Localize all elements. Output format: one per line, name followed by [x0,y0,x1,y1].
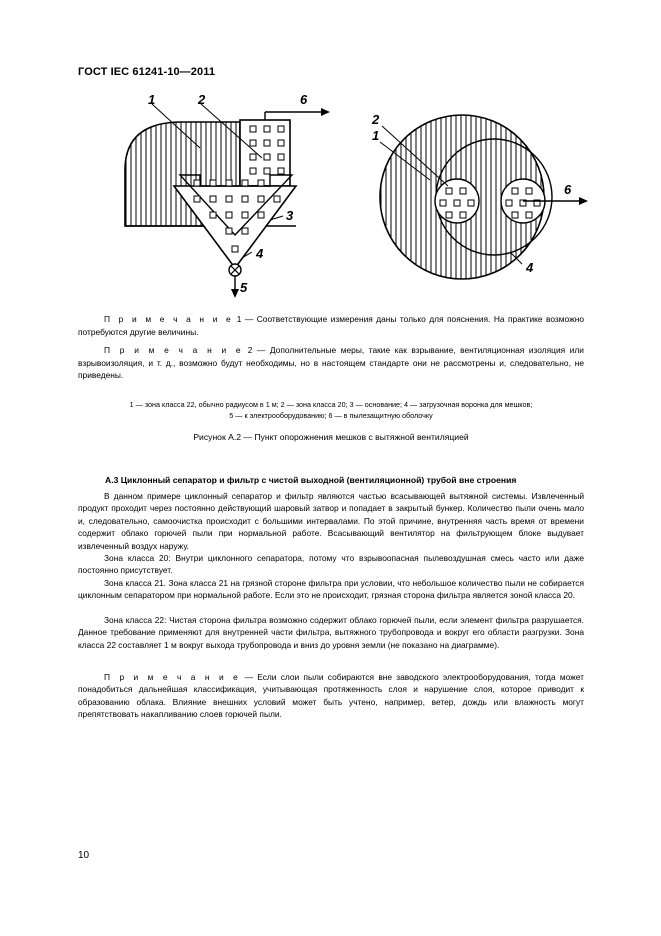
figure-legend-line-2: 5 — к электрооборудованию; 6 — в пылезащитную оболочку [229,411,433,420]
section-note-text: — Если слои пыли собираются вне заводского электрооборудования, тогда может понадобиться дальнейшая классификация, учитывающая протяженность слоя и нарушение слоя, которое приводит к образованию облака. Влияние внешних условий может быть учтено, например, ветер, дождь или влажность могут препятствовать накапливанию слоев горючей пыли. [78,672,584,720]
note-2-number: 2 [243,345,253,355]
plan-view-diagram [371,112,588,279]
note-1 [78,313,584,338]
figure-a2 [0,85,661,305]
paragraph-zone-20-text: Зона класса 20: Внутри циклонного сепаратора, потому что взрывоопасная пылевоздушная смесь часто или даже постоянно присутствует. [78,553,584,576]
note-2-text: — Дополнительные меры, такие как взрывание, вентиляционная изоляция или взрывоизоляция, и т. д., возможно будут необходимы, но в настоящем стандарте они не рассмотрены и, следовательно, не приведены. [78,345,584,381]
fig-left-label-1: 1 [148,92,156,107]
fig-left-label-4: 4 [256,246,264,261]
paragraph-zone-22 [78,614,584,651]
bag-emptying-diagram [125,92,330,298]
fig-right-label-6: 6 [564,182,572,197]
paragraph-zone-20 [78,552,584,577]
note-1-number: 1 [233,314,242,324]
fig-left-label-3: 3 [286,208,294,223]
section-title: А.3 Циклонный сепаратор и фильтр с чистой выходной (вентиляционной) трубой вне строения [105,475,517,485]
section-note-label: П р и м е ч а н и е [104,672,241,682]
note-1-text: — Соответствующие измерения даны только для пояснения. На практике возможно потребуются другие величины. [78,314,584,337]
fig-left-label-6: 6 [300,92,308,107]
document-header: ГОСТ IEC 61241-10—2011 [78,66,216,78]
figure-legend-line-1: 1 — зона класса 22, обычно радиусом в 1 м; 2 — зона класса 20; 3 — основание; 4 — загрузочная воронка для мешков; [129,400,533,409]
note-2 [78,344,584,382]
fig-right-label-4: 4 [526,260,534,275]
exhaust-duct [240,120,290,186]
figure-caption: Рисунок А.2 — Пункт опорожнения мешков с вытяжной вентиляцией [193,432,469,442]
paragraph-zone-21 [78,577,584,602]
fig-left-label-2: 2 [198,92,206,107]
section-note [78,671,584,721]
paragraph-1 [78,490,584,552]
note-2-label: П р и м е ч а н и е [104,345,244,355]
fig-right-label-1: 1 [372,128,380,143]
note-1-label: П р и м е ч а н и е [104,314,234,324]
paragraph-1-text: В данном примере циклонный сепаратор и фильтр являются частью всасывающей вытяжной системы. Извлеченный продукт проходит через постоянно действующий шаровый затвор и попадает в закрытый бункер. Количество пыли очень мало и, следовательно, самоочистка происходит с большими интервалами. По этой причине, внутренняя часть время от времени содержит облако горючей пыли при нормальной работе. Всасывающий вентилятор на фильтрующем блоке выдувает извлеченный воздух наружу. [78,491,584,551]
page-number: 10 [78,850,90,861]
paragraph-zone-21-text: Зона класса 21. Зона класса 21 на грязной стороне фильтра при условии, что небольшое количество пыли не собирается циклонным сепаратором при нормальной работе. Если это не происходит, грязная сторона фильтра является зоной класса 20. [78,578,584,601]
fig-right-label-2: 2 [372,112,380,127]
paragraph-zone-22-text: Зона класса 22: Чистая сторона фильтра возможно содержит облако горючей пыли, если элемент фильтра разрушается. Данное требование применяют для внутренней части фильтра, вытяжного трубопровода и вокруг его области разгрузки. Зона класса 22 составляет 1 м вокруг выхода трубопровода и вниз до уровня земли (не показано на диаграмме). [78,615,584,650]
fig-left-label-5: 5 [240,280,248,295]
